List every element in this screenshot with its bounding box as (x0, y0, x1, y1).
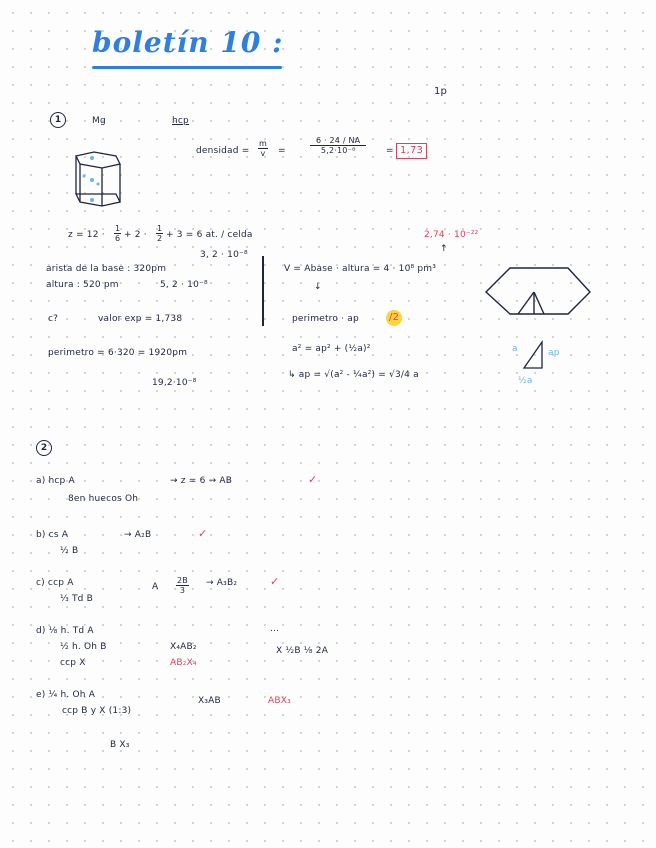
fraction-denominator: 2 (157, 234, 163, 243)
arrow-up: ↑ (440, 244, 448, 254)
small-value: 2,74 · 10⁻²² (424, 230, 479, 240)
page-title: boletín 10 : (92, 26, 284, 59)
item-e-right: ABX₃ (268, 696, 291, 706)
item-b-arrow: → A₂B (124, 530, 152, 540)
item-a-line1: a) hcp A (36, 476, 75, 486)
item-b-line2: ½ B (60, 546, 79, 556)
m-over-v (258, 139, 268, 158)
item-e-line2: ccp B y X (1:3) (62, 706, 132, 716)
title-underline (92, 66, 282, 69)
apothem-equation: ↳ ap = √(a² - ¼a²) = √3/4 a (288, 370, 419, 380)
item-b-line1: b) cs A (36, 530, 69, 540)
altura-text: altura : 520 pm (46, 280, 119, 290)
item-e-line1: e) ¼ h. Oh A (36, 690, 96, 700)
item-c-arrow: → A₃B₂ (206, 578, 238, 588)
item-d-dots: ... (270, 624, 280, 634)
triangle-base-label: ½a (518, 376, 533, 386)
item-d-line1: d) ⅛ h. Td A (36, 626, 94, 636)
density-numerator: 6 · 24 / NA (310, 136, 366, 146)
equals-sign-2: = (386, 146, 394, 156)
item-a-arrow: → z = 6 → AB (170, 476, 233, 486)
c-question: c? (48, 314, 59, 324)
item-d-line3: ccp X (60, 658, 86, 668)
z-formula-part-a: z = 12 · (68, 230, 105, 240)
fraction-denominator: 3 (179, 586, 186, 595)
hexagon-base-sketch (482, 264, 594, 320)
fraction-numerator: 2B (177, 576, 188, 585)
item-d-right: X ½B ⅛ 2A (276, 646, 329, 656)
arista-text: arista de la base : 320pm (46, 264, 167, 274)
altura-scientific: 5, 2 · 10⁻⁸ (160, 280, 208, 290)
one-sixth-fraction (114, 224, 121, 243)
valor-experimental: valor exp = 1,738 (98, 314, 183, 324)
item-e-mid: X₃AB (198, 696, 221, 706)
item-d-mid2: AB₂X₄ (170, 658, 197, 668)
v-denominator: v (260, 149, 266, 158)
densidad-label: densidad = (196, 146, 250, 156)
divide-by-two-highlight: /2 (386, 310, 402, 326)
divider-line (262, 256, 264, 326)
exercise-2-number: 2 (36, 440, 52, 456)
perimetro-calculation: perimetro = 6·320 = 1920pm (48, 348, 188, 358)
check-mark-icon: ✓ (198, 527, 208, 540)
check-mark-icon: ✓ (308, 473, 318, 486)
item-c-line1: c) ccp A (36, 578, 74, 588)
equals-sign: = (278, 146, 286, 156)
corner-mark: 1p (434, 86, 448, 97)
item-a-line2: 8en huecos Oh (68, 494, 139, 504)
fraction-numerator: 1 (115, 224, 121, 233)
density-denominator: 5,2·10⁻⁸ (320, 146, 356, 155)
item-c-fraction (176, 576, 189, 595)
z-formula-part-c: + 3 = 6 at. / celda (166, 230, 253, 240)
item-e-line3: B X₃ (110, 740, 130, 750)
volume-formula: V = Abase · altura = 4 · 10⁸ pm³ (284, 264, 437, 274)
pythagoras-equation: a² = ap² + (½a)² (292, 344, 371, 354)
triangle-apothem-label: ap (548, 348, 560, 358)
exercise-1-number: 1 (50, 112, 66, 128)
hcp-label: hcp (172, 116, 189, 126)
item-c-mid: A (152, 582, 159, 592)
fraction-numerator: 1 (157, 224, 163, 233)
arrow-down: ↓ (314, 282, 322, 292)
mg-label: Mg (92, 116, 106, 126)
density-fraction (310, 136, 366, 155)
hexagonal-prism-icon (64, 150, 130, 212)
apothem-triangle-icon (520, 340, 550, 372)
perimetro-ap: perimetro · ap (292, 314, 359, 324)
item-d-line2: ½ h. Oh B (60, 642, 107, 652)
item-c-line2: ⅓ Td B (60, 594, 94, 604)
fraction-denominator: 6 (115, 234, 121, 243)
item-d-mid1: X₄AB₂ (170, 642, 197, 652)
one-half-fraction (156, 224, 163, 243)
m-numerator: m (259, 139, 267, 148)
z-formula-part-b: + 2 · (124, 230, 147, 240)
check-mark-icon: ✓ (270, 575, 280, 588)
perimetro-scientific: 19,2·10⁻⁸ (152, 378, 197, 388)
density-result-box: 1,73 (396, 143, 427, 159)
triangle-hypotenuse-label: a (512, 344, 518, 354)
base-scientific: 3, 2 · 10⁻⁸ (200, 250, 248, 260)
